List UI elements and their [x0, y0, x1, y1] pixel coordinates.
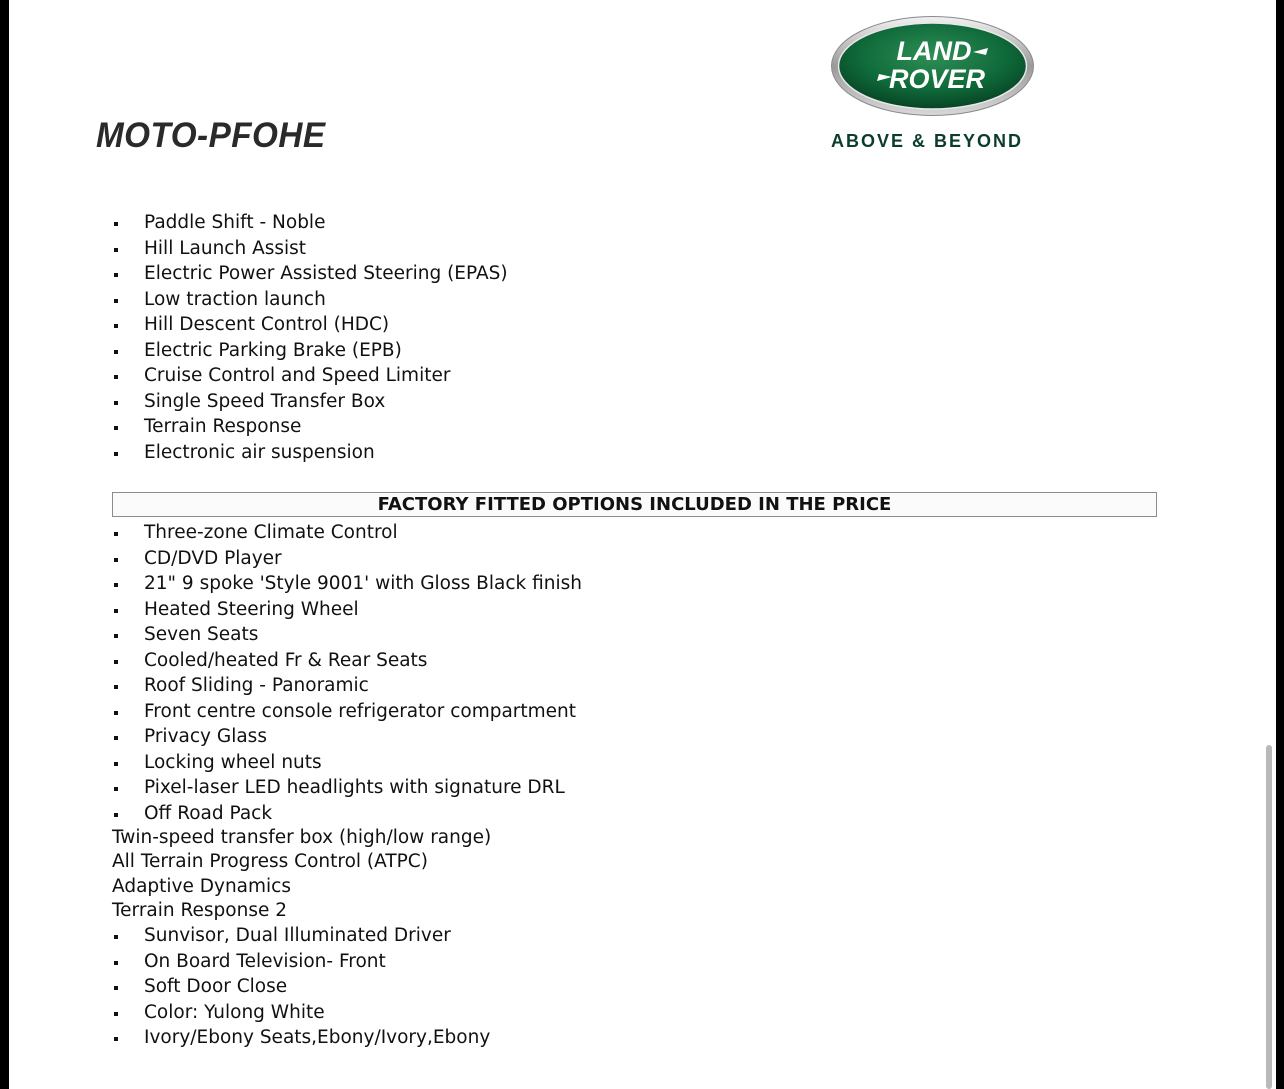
list-item: On Board Television- Front	[112, 949, 582, 975]
list-item: Three-zone Climate Control	[112, 520, 582, 546]
list-item: Cruise Control and Speed Limiter	[112, 363, 508, 389]
svg-text:LAND: LAND	[896, 36, 972, 66]
standard-features-list	[112, 210, 508, 465]
land-rover-logo	[830, 15, 1035, 117]
list-item: Hill Descent Control (HDC)	[112, 312, 508, 338]
list-item: Ivory/Ebony Seats,Ebony/Ivory,Ebony	[112, 1025, 582, 1051]
list-item: Roof Sliding - Panoramic	[112, 673, 582, 699]
list-item: Paddle Shift - Noble	[112, 210, 508, 236]
list-item: Privacy Glass	[112, 724, 582, 750]
list-item: Terrain Response	[112, 414, 508, 440]
brand-tagline: ABOVE & BEYOND	[831, 131, 1024, 151]
list-item: Off Road Pack	[112, 801, 582, 827]
list-item: All Terrain Progress Control (ATPC)	[112, 851, 428, 873]
list-item: Cooled/heated Fr & Rear Seats	[112, 648, 582, 674]
window-edge-right	[1276, 0, 1284, 1089]
list-item: Color: Yulong White	[112, 1000, 582, 1026]
list-item: Seven Seats	[112, 622, 582, 648]
list-item: Pixel-laser LED headlights with signature DRL	[112, 775, 582, 801]
list-item: Electric Power Assisted Steering (EPAS)	[112, 261, 508, 287]
scrollbar-thumb[interactable]	[1266, 745, 1272, 1089]
list-item: Adaptive Dynamics	[112, 875, 291, 897]
list-item: Soft Door Close	[112, 974, 582, 1000]
list-item: CD/DVD Player	[112, 546, 582, 572]
list-item: Low traction launch	[112, 287, 508, 313]
list-item: Front centre console refrigerator compartment	[112, 699, 582, 725]
dealer-name: MOTO-PFOHE	[96, 116, 326, 155]
factory-options-list	[112, 520, 582, 1051]
list-item: Locking wheel nuts	[112, 750, 582, 776]
list-item: Electric Parking Brake (EPB)	[112, 338, 508, 364]
svg-text:ROVER: ROVER	[888, 64, 986, 94]
list-item: Sunvisor, Dual Illuminated Driver	[112, 923, 582, 949]
list-item: 21" 9 spoke 'Style 9001' with Gloss Black finish	[112, 571, 582, 597]
list-item: Single Speed Transfer Box	[112, 389, 508, 415]
list-item: Electronic air suspension	[112, 440, 508, 466]
window-edge-left	[0, 0, 9, 1089]
list-item: Heated Steering Wheel	[112, 597, 582, 623]
list-item: Hill Launch Assist	[112, 236, 508, 262]
options-section-heading: FACTORY FITTED OPTIONS INCLUDED IN THE PRICE	[112, 492, 1157, 517]
list-item: Twin-speed transfer box (high/low range)	[112, 827, 492, 848]
list-item: Terrain Response 2	[112, 899, 288, 921]
